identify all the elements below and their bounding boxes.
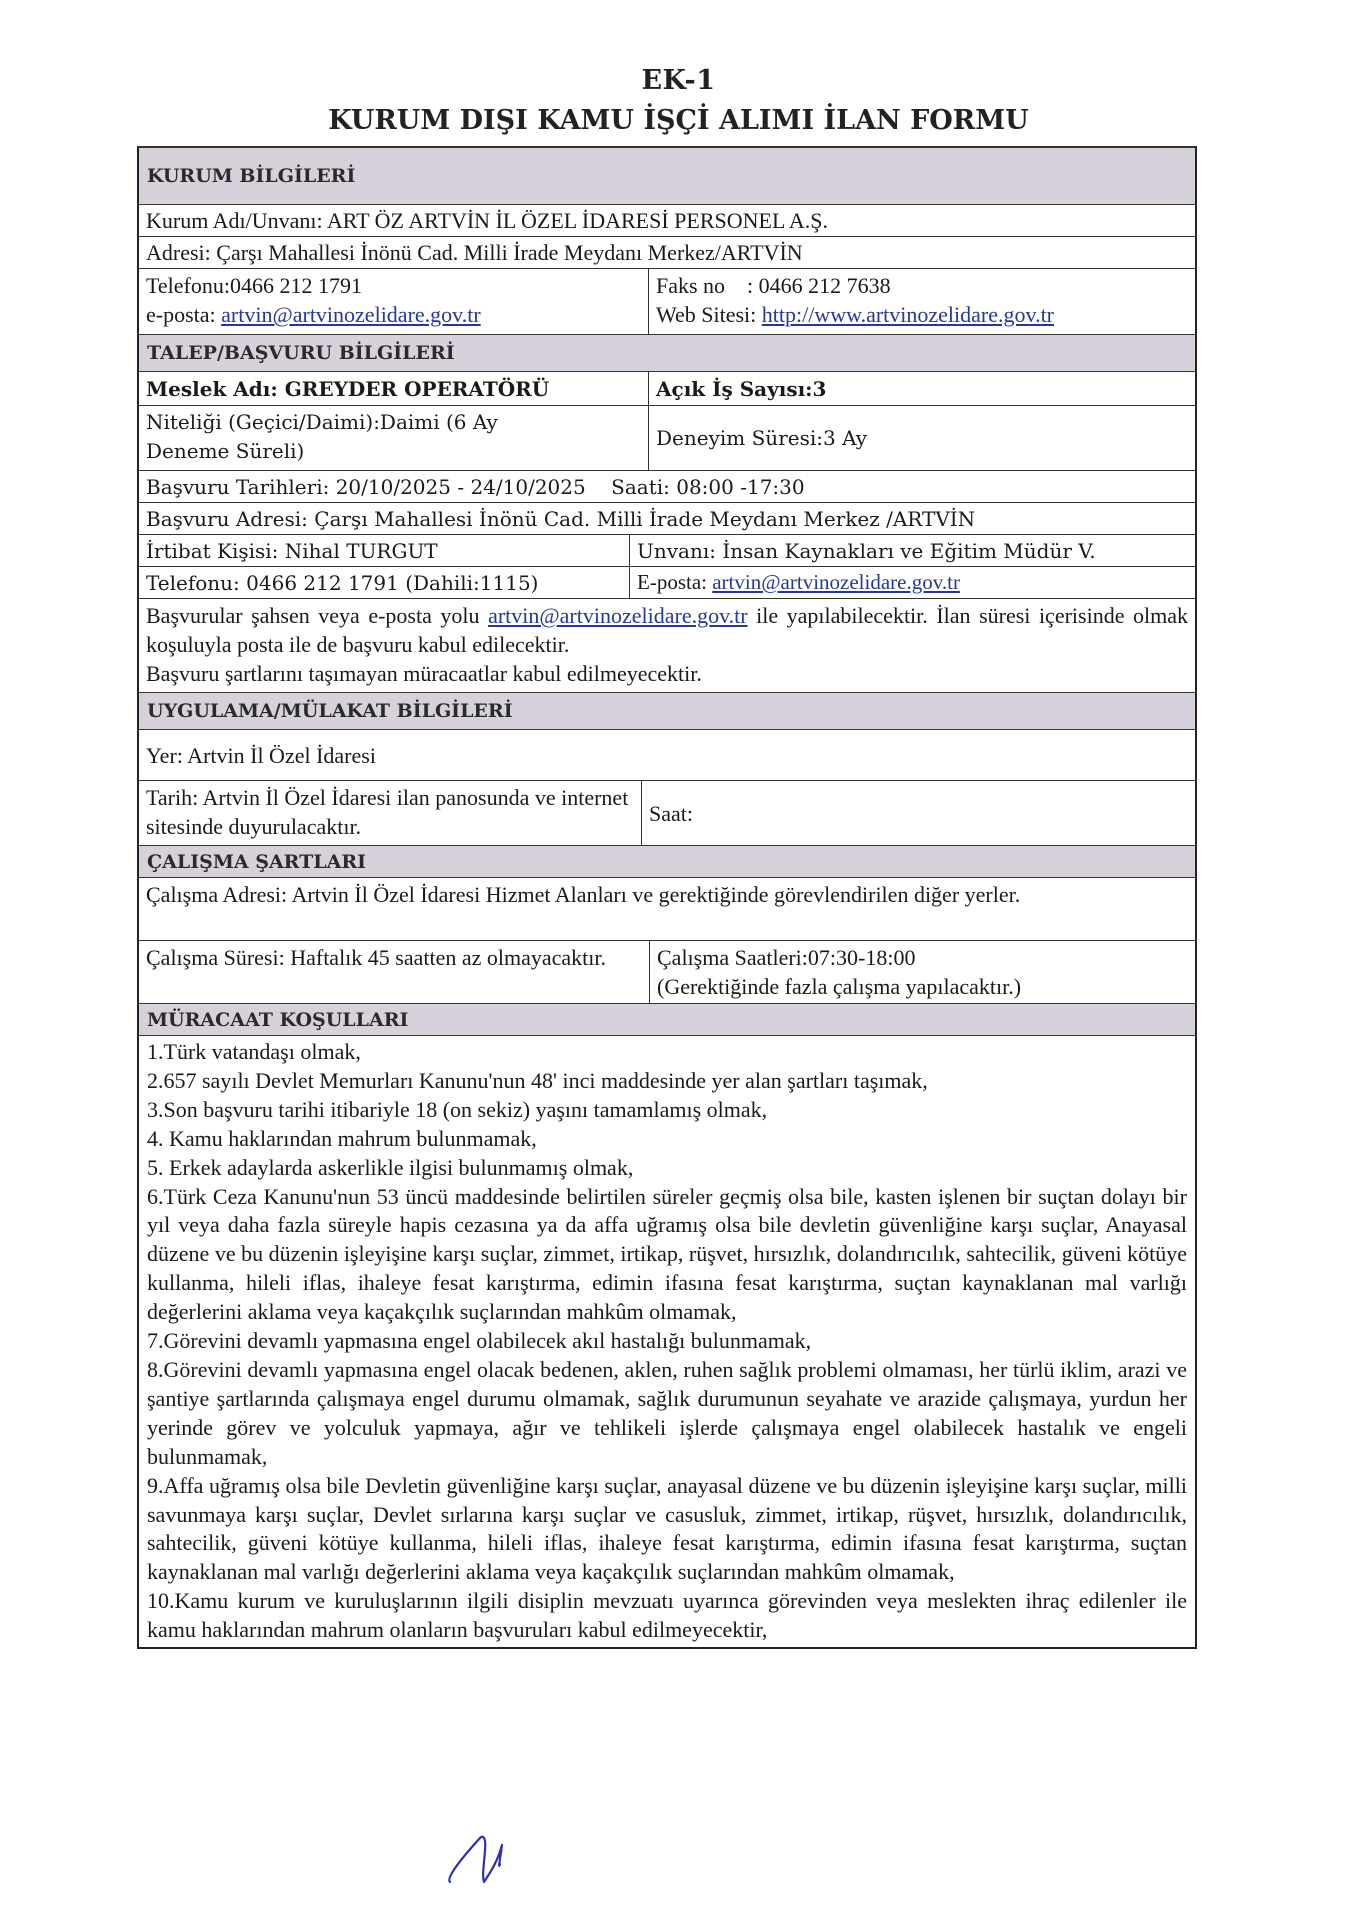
condition-item: 9.Affa uğramış olsa bile Devletin güvenliğine karşı suçlar, anayasal düzene ve bu düzenin işleyişine karşı suçlar, milli savunmaya karşı suçlar, Devlet sırlarına karşı suçlar ve casusluk, zimmet, irtikap, rüşvet, hırsızlık, dolandırıcılık, sahtecilik, güveni kötüye kullanma, hileli iflas, ihaleye fesat karıştırma, edimin ifasına fesat karıştırma, suçtan kaynaklanan mal varlığı değerlerini aklama veya kaçakçılık suçlarından mahkûm olmamak, xyxy=(147,1472,1187,1585)
profession-name: Meslek Adı: GREYDER OPERATÖRÜ xyxy=(139,372,649,405)
application-note-text: Başvurular şahsen veya e-posta yolu xyxy=(146,603,489,628)
section-title: ÇALIŞMA ŞARTLARI xyxy=(147,850,367,873)
section-header-kurum xyxy=(139,148,1195,204)
row-application-address xyxy=(139,502,1195,534)
signature-mark xyxy=(440,1820,590,1900)
interview-time: Saat: xyxy=(649,800,693,826)
work-hours-note: (Gerektiğinde fazla çalışma yapılacaktır.) xyxy=(657,974,1022,999)
work-hours: Çalışma Saatleri:07:30-18:00 xyxy=(657,945,916,970)
contact-person: İrtibat Kişisi: Nihal TURGUT xyxy=(139,535,630,566)
row-contact-phone xyxy=(139,566,1195,598)
open-positions: Açık İş Sayısı:3 xyxy=(656,376,827,401)
condition-item: 5. Erkek adaylarda askerlikle ilgisi bulunmamış olmak, xyxy=(147,1154,634,1180)
document-header xyxy=(0,64,1357,140)
section-header-talep xyxy=(139,334,1195,371)
row-work-address xyxy=(139,877,1195,940)
condition-item: 8.Görevini devamlı yapmasına engel olacak bedenen, aklen, ruhen sağlık problemi olmaması, her türlü iklim, arazi ve şantiye şartlarında çalışmaya engel durumu olmamak, sağlık durumunun seyahate ve arazide çalışmaya, yurdun her yerinde görev ve yolculuk yapmaya, ağır ve tehlikeli işlerde çalışmaya engel olabilecek hastalık ve engeli bulunmamak, xyxy=(147,1356,1187,1469)
contact-title: Unvanı: İnsan Kaynakları ve Eğitim Müdür V. xyxy=(637,538,1096,563)
signature-stroke xyxy=(449,1837,502,1882)
institution-email-link[interactable]: artvin@artvinozelidare.gov.tr xyxy=(221,302,481,327)
contact-email-link[interactable]: artvin@artvinozelidare.gov.tr xyxy=(712,570,960,594)
row-contact-person xyxy=(139,534,1195,566)
application-note-email-link[interactable]: artvin@artvinozelidare.gov.tr xyxy=(488,603,748,628)
announcement-form xyxy=(137,146,1197,1649)
row-interview-place xyxy=(139,729,1195,780)
institution-name-value: ART ÖZ ARTVİN İL ÖZEL İDARESİ PERSONEL A.Ş. xyxy=(326,208,829,233)
contact-phone: Telefonu: 0466 212 1791 (Dahili:1115) xyxy=(139,567,630,598)
condition-item: 2.657 sayılı Devlet Memurları Kanunu'nun 48' inci maddesinde yer alan şartları taşımak, xyxy=(147,1067,928,1093)
position-nature: Niteliği (Geçici/Daimi):Daimi (6 Ay Deneme Süreli) xyxy=(139,406,649,470)
application-address: Başvuru Adresi: Çarşı Mahallesi İnönü Cad. Milli İrade Meydanı Merkez /ARTVİN xyxy=(146,506,976,531)
work-address: Çalışma Adresi: Artvin İl Özel İdaresi Hizmet Alanları ve gerektiğinde görevlendirilen diğer yerler. xyxy=(146,882,1021,907)
section-header-uygulama xyxy=(139,692,1195,729)
row-profession xyxy=(139,371,1195,405)
row-conditions xyxy=(139,1035,1195,1647)
section-title: KURUM BİLGİLERİ xyxy=(147,165,356,187)
row-application-dates xyxy=(139,470,1195,502)
institution-phone: Telefonu:0466 212 1791 xyxy=(146,273,362,298)
institution-fax: Faks no : 0466 212 7638 xyxy=(656,273,891,298)
row-application-note xyxy=(139,598,1195,692)
interview-date: Tarih: Artvin İl Özel İdaresi ilan panosunda ve internet sitesinde duyurulacaktır. xyxy=(139,781,642,845)
conditions-list xyxy=(139,1036,1195,1647)
section-title: UYGULAMA/MÜLAKAT BİLGİLERİ xyxy=(147,700,513,722)
condition-item: 3.Son başvuru tarihi itibariyle 18 (on sekiz) yaşını tamamlamış olmak, xyxy=(147,1096,768,1122)
annex-label: EK-1 xyxy=(641,65,716,96)
section-title: TALEP/BAŞVURU BİLGİLERİ xyxy=(147,342,455,364)
interview-place: Yer: Artvin İl Özel İdaresi xyxy=(146,742,376,768)
row-institution-name xyxy=(139,204,1195,236)
experience-duration: Deneyim Süresi:3 Ay xyxy=(656,426,867,450)
condition-item: 7.Görevini devamlı yapmasına engel olabilecek akıl hastalığı bulunmamak, xyxy=(147,1328,812,1354)
section-header-calisma xyxy=(139,845,1195,877)
application-note-text-2: ile yapılabilecektir. İlan süresi içerisinde olmak koşuluyla posta ile de başvuru kabul edilecektir. xyxy=(146,603,1188,657)
application-note-warning: Başvuru şartlarını taşımayan müracaatlar kabul edilmeyecektir. xyxy=(146,661,702,686)
form-title: KURUM DIŞI KAMU İŞÇİ ALIMI İLAN FORMU xyxy=(328,105,1029,136)
row-institution-contact xyxy=(139,268,1195,334)
row-institution-address xyxy=(139,236,1195,268)
website-label: Web Sitesi: xyxy=(656,302,762,327)
website-link[interactable]: http://www.artvinozelidare.gov.tr xyxy=(761,302,1055,327)
section-header-muracaat xyxy=(139,1003,1195,1035)
row-nature xyxy=(139,405,1195,470)
condition-item: 6.Türk Ceza Kanunu'nun 53 üncü maddesinde belirtilen süreler geçmiş olsa bile, kasten işlenen bir suçtan dolayı bir yıl veya daha fazla süreyle hapis cezasına ya da affa uğramış olsa bile devletin güvenliğine karşı suçlar, Anayasal düzene ve bu düzenin işleyişine karşı suçlar, zimmet, irtikap, rüşvet, hırsızlık, dolandırıcılık, sahtecilik, güveni kötüye kullanma, hileli iflas, ihaleye fesat karıştırma, edimin ifasına fesat karıştırma, suçtan kaynaklanan mal varlığı değerlerini aklama veya kaçakçılık suçlarından mahkûm olmamak, xyxy=(147,1183,1187,1325)
institution-name-label: Kurum Adı/Unvanı: xyxy=(146,208,327,233)
condition-item: 10.Kamu kurum ve kuruluşlarının ilgili disiplin mevzuatı uyarınca görevinden veya meslekten ihraç edilenler ile kamu haklarından mahrum olanların başvuruları kabul edilmeyecektir, xyxy=(147,1588,1187,1643)
application-dates: Başvuru Tarihleri: 20/10/2025 - 24/10/2025 Saati: 08:00 -17:30 xyxy=(146,474,805,499)
row-interview-date xyxy=(139,780,1195,845)
row-work-duration xyxy=(139,940,1195,1003)
institution-address: Adresi: Çarşı Mahallesi İnönü Cad. Milli İrade Meydanı Merkez/ARTVİN xyxy=(146,240,803,265)
condition-item: 4. Kamu haklarından mahrum bulunmamak, xyxy=(147,1125,537,1151)
institution-email-label: e-posta: xyxy=(146,302,222,327)
contact-email-label: E-posta: xyxy=(637,570,707,594)
work-duration: Çalışma Süresi: Haftalık 45 saatten az olmayacaktır. xyxy=(139,941,650,1003)
condition-item: 1.Türk vatandaşı olmak, xyxy=(147,1039,361,1064)
section-title: MÜRACAAT KOŞULLARI xyxy=(147,1008,409,1031)
